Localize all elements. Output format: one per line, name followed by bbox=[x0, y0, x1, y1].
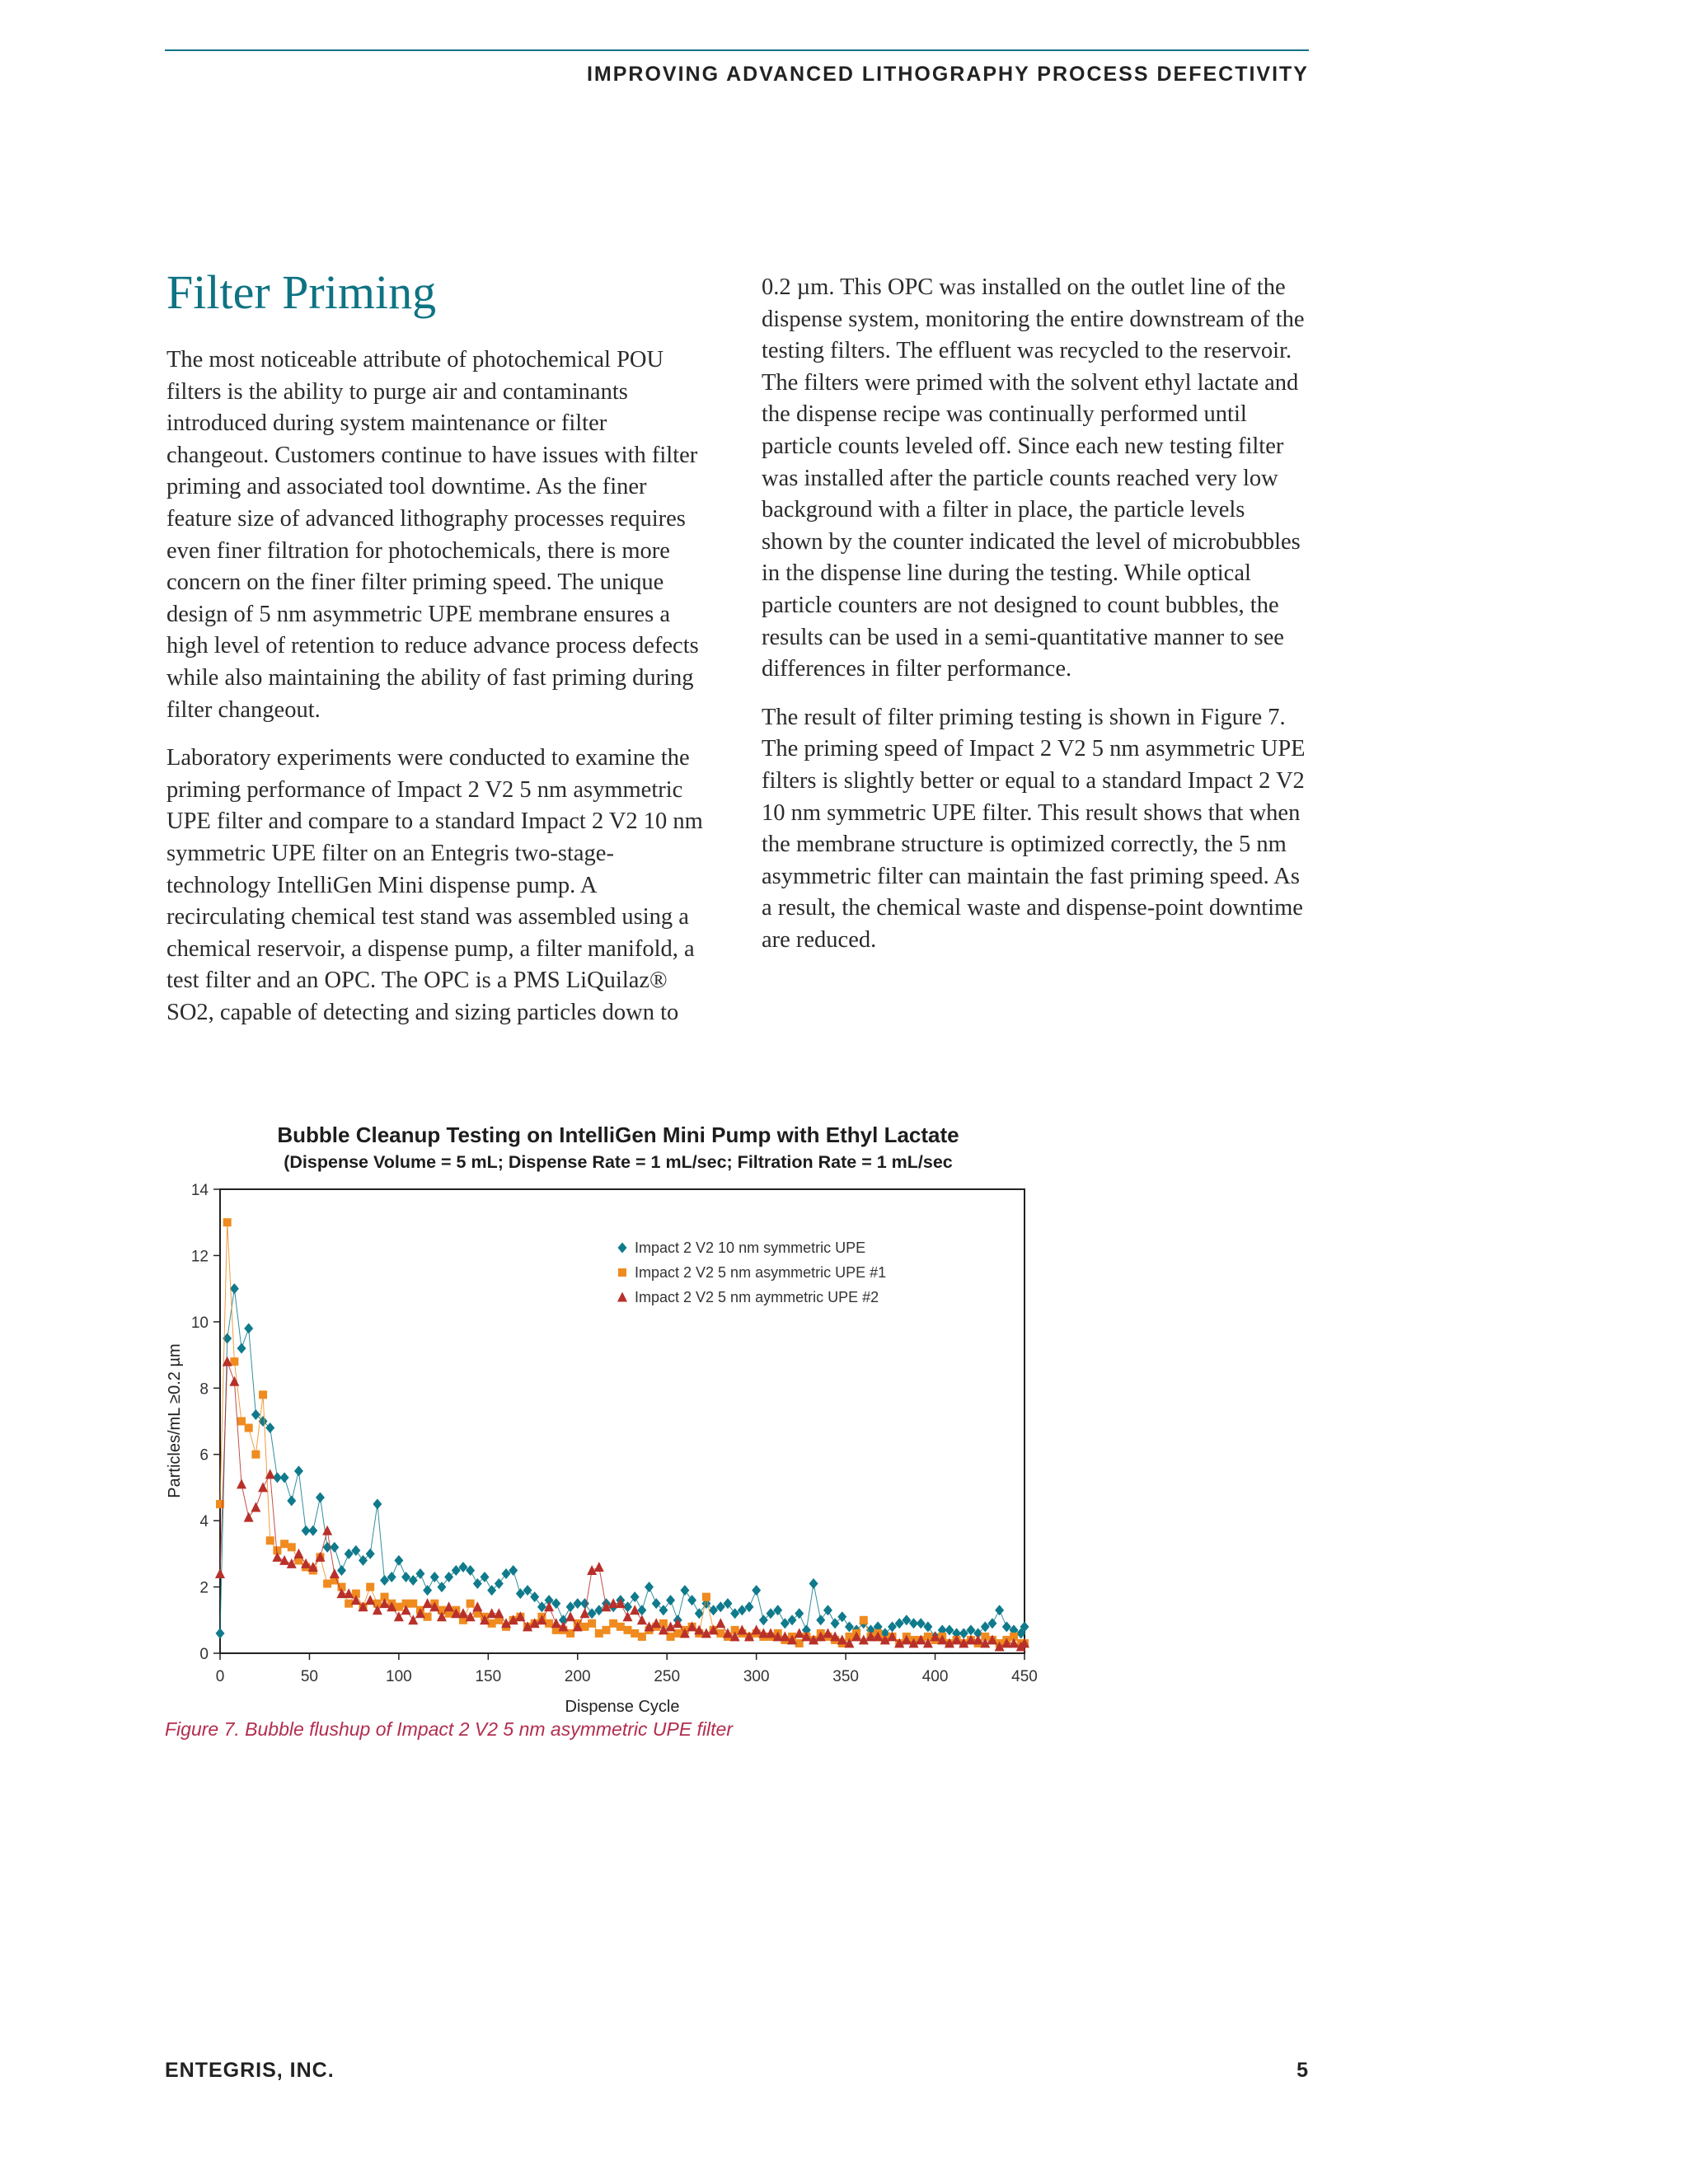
data-point bbox=[423, 1585, 432, 1596]
data-point bbox=[251, 1451, 260, 1459]
data-point bbox=[395, 1603, 403, 1611]
x-tick-label: 150 bbox=[475, 1668, 502, 1685]
data-point bbox=[624, 1626, 632, 1634]
chart-title: Bubble Cleanup Testing on IntelliGen Mini Pump with Ethyl Lactate bbox=[277, 1122, 959, 1147]
data-point bbox=[366, 1583, 374, 1591]
data-point bbox=[495, 1578, 504, 1589]
running-header: IMPROVING ADVANCED LITHOGRAPHY PROCESS DEFECTIVITY bbox=[586, 63, 1309, 86]
data-point bbox=[216, 1628, 225, 1638]
data-point bbox=[230, 1357, 238, 1366]
x-tick-label: 250 bbox=[654, 1668, 681, 1685]
x-tick-label: 450 bbox=[1011, 1668, 1038, 1685]
page-number: 5 bbox=[1296, 2059, 1309, 2082]
figure-caption: Figure 7. Bubble flushup of Impact 2 V2 5 nm asymmetric UPE filter bbox=[165, 1718, 734, 1740]
data-point bbox=[394, 1555, 403, 1566]
series-3 bbox=[215, 1357, 1029, 1652]
data-point bbox=[631, 1629, 639, 1638]
paragraph: The result of filter priming testing is shown in Figure 7. The priming speed of Impact 2 V2 5 nm asymmetric UPE filters is slightly better or equal to a standard Impact 2 V2 10 nm symmetric UPE filter. This result shows that when the membrane structure is optimized correctly, the 5 nm asymmetric filter can maintain the fast priming speed. As a result, the chemical waste and dispense-point downtime are reduced. bbox=[762, 704, 1306, 953]
data-point bbox=[752, 1585, 761, 1596]
y-tick-label: 8 bbox=[199, 1380, 209, 1399]
data-point bbox=[280, 1472, 289, 1483]
x-tick-label: 350 bbox=[832, 1668, 859, 1685]
x-tick-label: 300 bbox=[743, 1668, 770, 1685]
y-tick-label: 14 bbox=[190, 1182, 209, 1199]
x-axis-label: Dispense Cycle bbox=[565, 1698, 680, 1716]
data-point bbox=[652, 1598, 661, 1609]
data-point bbox=[580, 1623, 588, 1631]
data-point bbox=[251, 1502, 260, 1512]
data-point bbox=[337, 1565, 346, 1576]
data-point bbox=[795, 1608, 804, 1619]
series-line bbox=[220, 1222, 1025, 1643]
y-tick-label: 0 bbox=[199, 1646, 209, 1663]
data-point bbox=[702, 1593, 710, 1601]
data-point bbox=[809, 1578, 818, 1589]
x-tick-label: 200 bbox=[564, 1668, 591, 1685]
data-point bbox=[409, 1600, 417, 1608]
data-point bbox=[245, 1424, 253, 1432]
data-point bbox=[759, 1615, 768, 1625]
legend bbox=[617, 1240, 886, 1305]
y-tick-label: 6 bbox=[199, 1446, 209, 1465]
data-point bbox=[666, 1595, 675, 1605]
figure-7-chart bbox=[157, 1117, 1047, 1727]
data-point bbox=[244, 1323, 253, 1333]
data-point bbox=[259, 1390, 267, 1399]
data-point bbox=[288, 1543, 296, 1551]
paragraph: 0.2 µm. This OPC was installed on the outlet line of the dispense system, monitoring the entire downstream of the testing filters. The effluent was recycled to the reservoir. The filters were primed with the solvent ethyl lactate and the dispense recipe was continually performed until particle counts leveled off. Since each new testing filter was installed after the particle counts reached very low background with a filter in place, the particle levels shown by the counter indicated the level of microbubbles in the dispense line during the testing. While optical particle counters are not designed to count bubbles, the results can be used in a semi-quantitative manner to see differences in filter performance. bbox=[762, 274, 1305, 682]
chart-subtitle: (Dispense Volume = 5 mL; Dispense Rate = 1 mL/sec; Filtration Rate = 1 mL/sec bbox=[284, 1152, 953, 1172]
data-point bbox=[617, 1623, 625, 1631]
data-point bbox=[645, 1582, 654, 1592]
data-point bbox=[244, 1512, 254, 1522]
data-point bbox=[251, 1409, 260, 1420]
data-point bbox=[237, 1418, 246, 1426]
data-point bbox=[609, 1619, 617, 1628]
data-point bbox=[229, 1376, 239, 1386]
data-point bbox=[237, 1479, 246, 1488]
section-title: Filter Priming bbox=[166, 265, 437, 319]
data-point bbox=[595, 1629, 603, 1638]
data-point bbox=[487, 1585, 496, 1596]
chart-svg bbox=[157, 1117, 1047, 1727]
left-column bbox=[166, 264, 710, 1045]
x-tick-label: 400 bbox=[921, 1668, 949, 1685]
data-point bbox=[467, 1600, 475, 1608]
data-point bbox=[266, 1536, 274, 1544]
data-point bbox=[594, 1562, 604, 1572]
legend-marker bbox=[618, 1243, 627, 1254]
data-point bbox=[223, 1218, 232, 1226]
y-tick-label: 10 bbox=[190, 1314, 209, 1332]
data-point bbox=[308, 1526, 317, 1536]
y-tick-label: 4 bbox=[199, 1513, 209, 1531]
legend-marker bbox=[618, 1268, 626, 1277]
data-point bbox=[294, 1465, 303, 1476]
data-point bbox=[373, 1499, 382, 1510]
data-point bbox=[602, 1626, 610, 1634]
y-tick-label: 2 bbox=[199, 1579, 209, 1597]
header-rule bbox=[165, 49, 1309, 51]
data-point bbox=[280, 1540, 288, 1548]
x-tick-label: 100 bbox=[386, 1668, 412, 1685]
y-axis-label: Particles/mL ≥0.2 µm bbox=[166, 1343, 184, 1498]
data-point bbox=[287, 1496, 296, 1507]
data-point bbox=[237, 1343, 246, 1354]
data-point bbox=[473, 1578, 482, 1589]
paragraph: The most noticeable attribute of photochemical POU filters is the ability to purge air and contaminants introduced during system maintenance or filter changeout. Customers continue to have issues with filter priming and associated tool downtime. As the finer feature size of advanced lithography processes requires even finer filtration for photochemicals, there is more concern on the finer filter priming speed. The unique design of 5 nm asymmetric UPE membrane ensures a high level of retention to reduce advance process defects while also maintaining the ability of fast priming during filter changeout. bbox=[166, 347, 699, 723]
y-tick-label: 12 bbox=[190, 1248, 209, 1266]
data-point bbox=[995, 1605, 1004, 1615]
data-point bbox=[216, 1500, 224, 1508]
legend-marker bbox=[617, 1292, 627, 1302]
data-point bbox=[831, 1618, 840, 1629]
data-point bbox=[715, 1618, 725, 1628]
legend-entry: Impact 2 V2 10 nm symmetric UPE bbox=[635, 1240, 866, 1256]
data-point bbox=[316, 1492, 325, 1502]
data-point bbox=[323, 1580, 331, 1588]
data-point bbox=[638, 1633, 646, 1641]
data-point bbox=[860, 1616, 868, 1624]
data-point bbox=[215, 1568, 225, 1578]
data-point bbox=[258, 1482, 268, 1492]
x-tick-label: 50 bbox=[300, 1668, 319, 1685]
data-point bbox=[415, 1568, 424, 1579]
x-tick-label: 0 bbox=[215, 1668, 225, 1685]
data-point bbox=[366, 1549, 375, 1559]
data-point bbox=[637, 1615, 647, 1624]
data-point bbox=[588, 1619, 596, 1628]
paragraph: Laboratory experiments were conducted to examine the priming performance of Impact 2 V2 5 nm asymmetric UPE filter and compare to a standard Impact 2 V2 10 nm symmetric UPE filter on an Entegris two-stage-technology IntelliGen Mini dispense pump. A recirculating chemical test stand was assembled using a chemical reservoir, a dispense pump, a filter manifold, a test filter and an OPC. The OPC is a PMS LiQuilaz® SO2, capable of detecting and sizing particles down to bbox=[166, 745, 703, 1025]
legend-entry: Impact 2 V2 5 nm aymmetric UPE #2 bbox=[635, 1289, 879, 1305]
data-point bbox=[322, 1526, 332, 1535]
series-layer bbox=[215, 1218, 1029, 1651]
footer-company: ENTEGRIS, INC. bbox=[165, 2059, 335, 2082]
right-column bbox=[762, 272, 1309, 972]
data-point bbox=[480, 1572, 489, 1582]
legend-entry: Impact 2 V2 5 nm asymmetric UPE #1 bbox=[635, 1264, 887, 1281]
data-point bbox=[265, 1422, 274, 1433]
data-point bbox=[330, 1542, 339, 1553]
